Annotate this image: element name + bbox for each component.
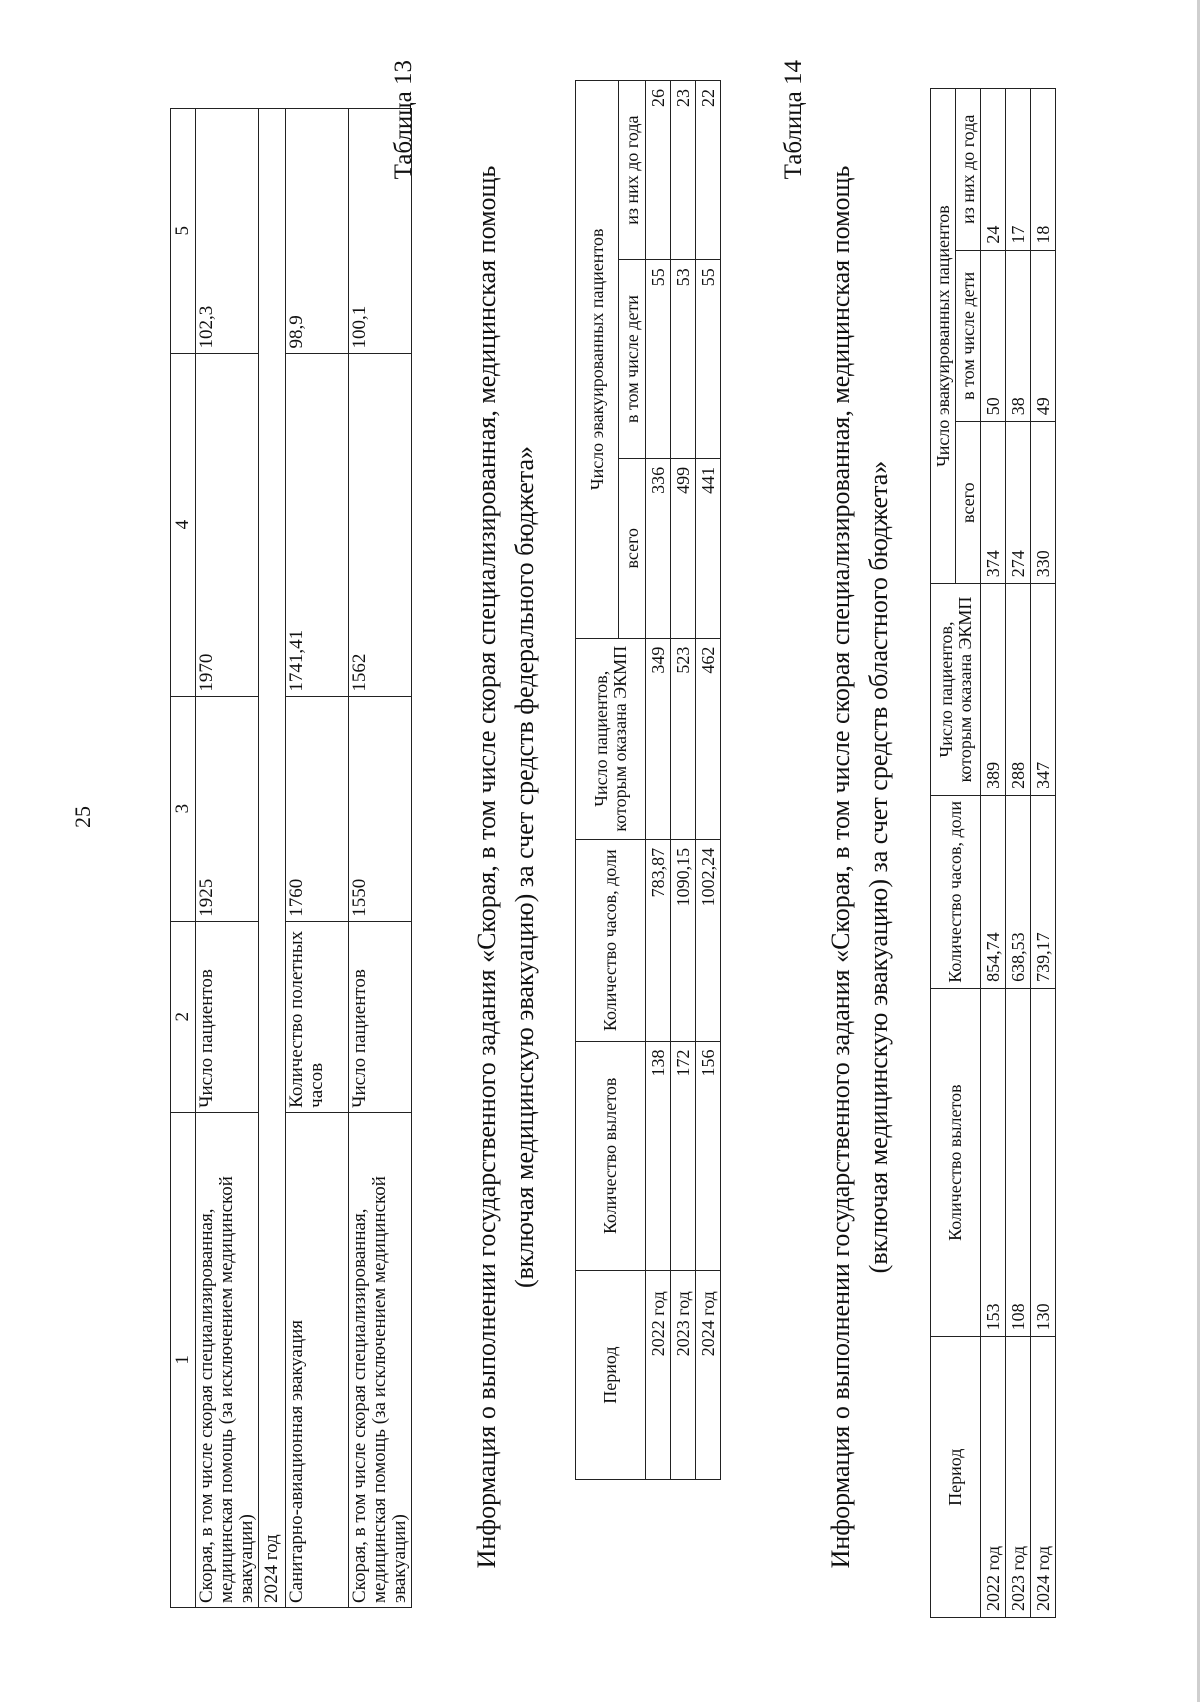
cell: 374 — [981, 422, 1006, 584]
cell: Число пациентов — [349, 921, 412, 1112]
cell: 1090,15 — [671, 839, 696, 1041]
header-ekmp: Число пациентов, которым оказана ЭКМП — [576, 638, 646, 839]
cell: 108 — [1006, 988, 1031, 1336]
cell: 1562 — [349, 353, 412, 696]
table-13-label: Таблица 13 — [390, 60, 417, 180]
year-row — [259, 109, 286, 1608]
cell: Количество полетных часов — [286, 921, 349, 1112]
cell: 55 — [696, 260, 721, 459]
cell: Скорая, в том числе скорая специализированная, медицинская помощь (за исключением медицинской эвакуации) — [196, 1112, 259, 1607]
table-row — [349, 109, 412, 1608]
table-header-row — [931, 89, 956, 1618]
header-children: в том числе дети — [956, 250, 981, 422]
table-header-row — [576, 81, 619, 1480]
column-number: 4 — [171, 353, 196, 696]
table-row — [646, 81, 671, 1480]
cell: 130 — [1031, 988, 1056, 1336]
table-row — [671, 81, 696, 1480]
cell: 336 — [646, 458, 671, 638]
cell: 55 — [646, 260, 671, 459]
cell: 523 — [671, 638, 696, 839]
table-row — [981, 89, 1006, 1618]
cell: 2023 год — [1006, 1337, 1031, 1618]
header-total: всего — [619, 458, 646, 638]
column-number: 5 — [171, 109, 196, 354]
cell: 172 — [671, 1041, 696, 1271]
cell: 349 — [646, 638, 671, 839]
cell: 24 — [981, 89, 1006, 251]
cell: 153 — [981, 988, 1006, 1336]
header-infants: из них до года — [619, 81, 646, 260]
cell: 462 — [696, 638, 721, 839]
cell: Скорая, в том числе скорая специализированная, медицинская помощь (за исключением медицинской эвакуации) — [349, 1112, 412, 1607]
cell: 50 — [981, 250, 1006, 422]
year-cell: 2024 год — [259, 109, 286, 1608]
header-total: всего — [956, 422, 981, 584]
header-period: Период — [576, 1271, 646, 1480]
table-row — [286, 109, 349, 1608]
cell: 288 — [1006, 584, 1031, 796]
cell: 53 — [671, 260, 696, 459]
header-children: в том числе дети — [619, 260, 646, 459]
table-14-label: Таблица 14 — [780, 60, 807, 180]
cell: 1002,24 — [696, 839, 721, 1041]
column-number: 3 — [171, 696, 196, 921]
cell: 739,17 — [1031, 795, 1056, 988]
cell: 26 — [646, 81, 671, 260]
cell: 2023 год — [671, 1271, 696, 1480]
cell: 1550 — [349, 696, 412, 921]
column-number: 1 — [171, 1112, 196, 1607]
header-infants: из них до года — [956, 89, 981, 251]
cell: 23 — [671, 81, 696, 260]
cell: 138 — [646, 1041, 671, 1271]
cell: 638,53 — [1006, 795, 1031, 988]
table-13-heading: Информация о выполнении государственного задания «Скорая, в том числе скорая специализированная, медицинская помощь (включая медицинскую эвакуацию) за счет средств федерального бюджета» — [472, 165, 539, 1569]
cell: Санитарно-авиационная эвакуация — [286, 1112, 349, 1607]
cell: 49 — [1031, 250, 1056, 422]
cell: 17 — [1006, 89, 1031, 251]
table-row — [696, 81, 721, 1480]
header-evacuated: Число эвакуированных пациентов — [931, 89, 956, 584]
cell: 156 — [696, 1041, 721, 1271]
header-hours: Количество часов, доли — [576, 839, 646, 1041]
column-number: 2 — [171, 921, 196, 1112]
cell: 274 — [1006, 422, 1031, 584]
continuation-table — [170, 108, 412, 1608]
header-flights: Количество вылетов — [931, 988, 981, 1336]
table-row — [196, 109, 259, 1608]
page-number: 25 — [70, 806, 95, 828]
cell: 98,9 — [286, 109, 349, 354]
cell: 18 — [1031, 89, 1056, 251]
cell: 100,1 — [349, 109, 412, 354]
header-period: Период — [931, 1337, 981, 1618]
header-ekmp: Число пациентов, которым оказана ЭКМП — [931, 584, 981, 796]
cell: 499 — [671, 458, 696, 638]
cell: 1741,41 — [286, 353, 349, 696]
cell: 347 — [1031, 584, 1056, 796]
cell: 22 — [696, 81, 721, 260]
cell: 854,74 — [981, 795, 1006, 988]
table-14 — [930, 88, 1056, 1618]
cell: Число пациентов — [196, 921, 259, 1112]
cell: 102,3 — [196, 109, 259, 354]
header-hours: Количество часов, доли — [931, 795, 981, 988]
cell: 1925 — [196, 696, 259, 921]
header-flights: Количество вылетов — [576, 1041, 646, 1271]
cell: 1970 — [196, 353, 259, 696]
table-row — [1006, 89, 1031, 1618]
cell: 389 — [981, 584, 1006, 796]
cell: 441 — [696, 458, 721, 638]
table-13 — [575, 80, 721, 1480]
header-evacuated: Число эвакуированных пациентов — [576, 81, 619, 639]
cell: 2022 год — [981, 1337, 1006, 1618]
table-row — [1031, 89, 1056, 1618]
cell: 2024 год — [1031, 1337, 1056, 1618]
cell: 1760 — [286, 696, 349, 921]
table-header-row — [171, 109, 196, 1608]
cell: 783,87 — [646, 839, 671, 1041]
cell: 330 — [1031, 422, 1056, 584]
table-14-heading: Информация о выполнении государственного задания «Скорая, в том числе скорая специализированная, медицинская помощь (включая медицинскую эвакуацию) за счет средств областного бюджета» — [826, 165, 893, 1569]
cell: 38 — [1006, 250, 1031, 422]
cell: 2022 год — [646, 1271, 671, 1480]
cell: 2024 год — [696, 1271, 721, 1480]
